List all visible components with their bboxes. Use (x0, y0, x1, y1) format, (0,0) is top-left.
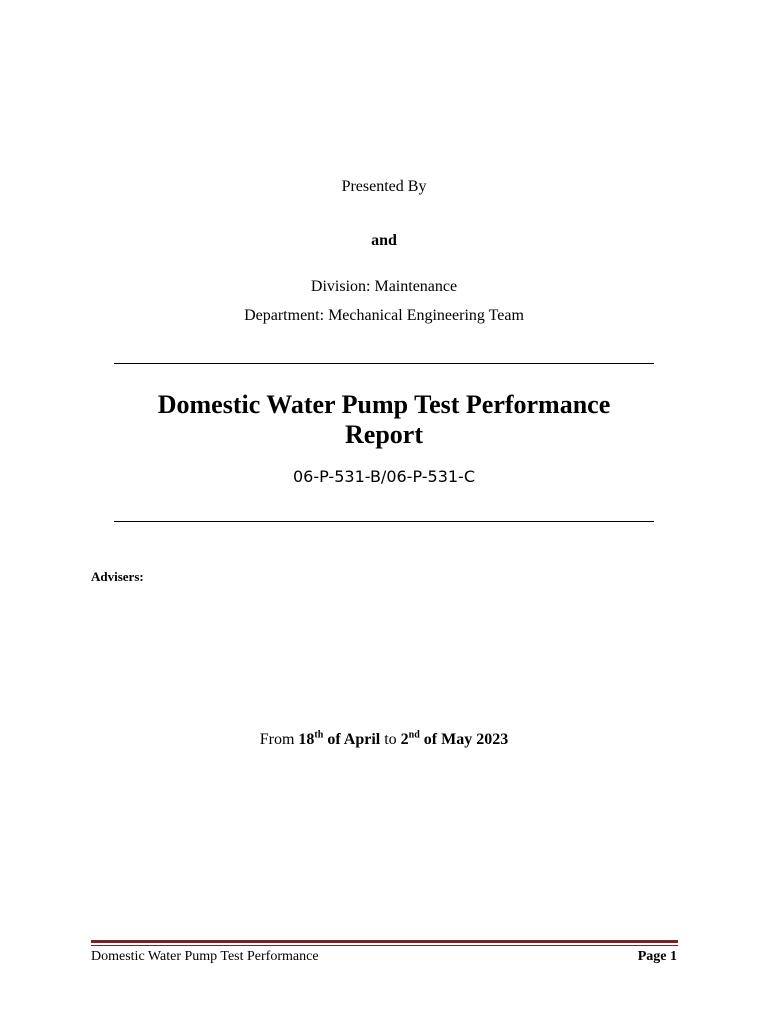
equipment-code: 06-P-531-B/06-P-531-C (293, 467, 475, 486)
report-title (0, 390, 768, 450)
end-day-suffix: nd (408, 729, 420, 741)
division-line: Division: Maintenance (310, 278, 458, 295)
report-title-line-1: Domestic Water Pump Test Performance (157, 390, 611, 419)
end-month-year: of May 2023 (423, 731, 509, 748)
footer-document-title: Domestic Water Pump Test Performance (91, 949, 319, 964)
start-month: of April (327, 731, 381, 748)
and-label: and (371, 232, 397, 249)
date-from-word: From (259, 731, 295, 748)
department-line: Department: Mechanical Engineering Team (244, 307, 524, 324)
footer-page-number: Page 1 (637, 949, 677, 964)
title-bottom-divider (114, 521, 654, 522)
title-top-divider (114, 363, 654, 364)
footer-divider-thick (91, 940, 678, 943)
end-day: 2 (400, 731, 409, 748)
report-title-line-2: Report (345, 420, 423, 449)
start-day-suffix: th (314, 729, 324, 741)
footer-divider-thin (91, 945, 678, 946)
date-to-word: to (384, 731, 397, 748)
presented-by-label: Presented By (341, 178, 427, 195)
advisers-label: Advisers: (91, 569, 144, 584)
date-range (0, 731, 768, 749)
start-day: 18 (298, 731, 315, 748)
